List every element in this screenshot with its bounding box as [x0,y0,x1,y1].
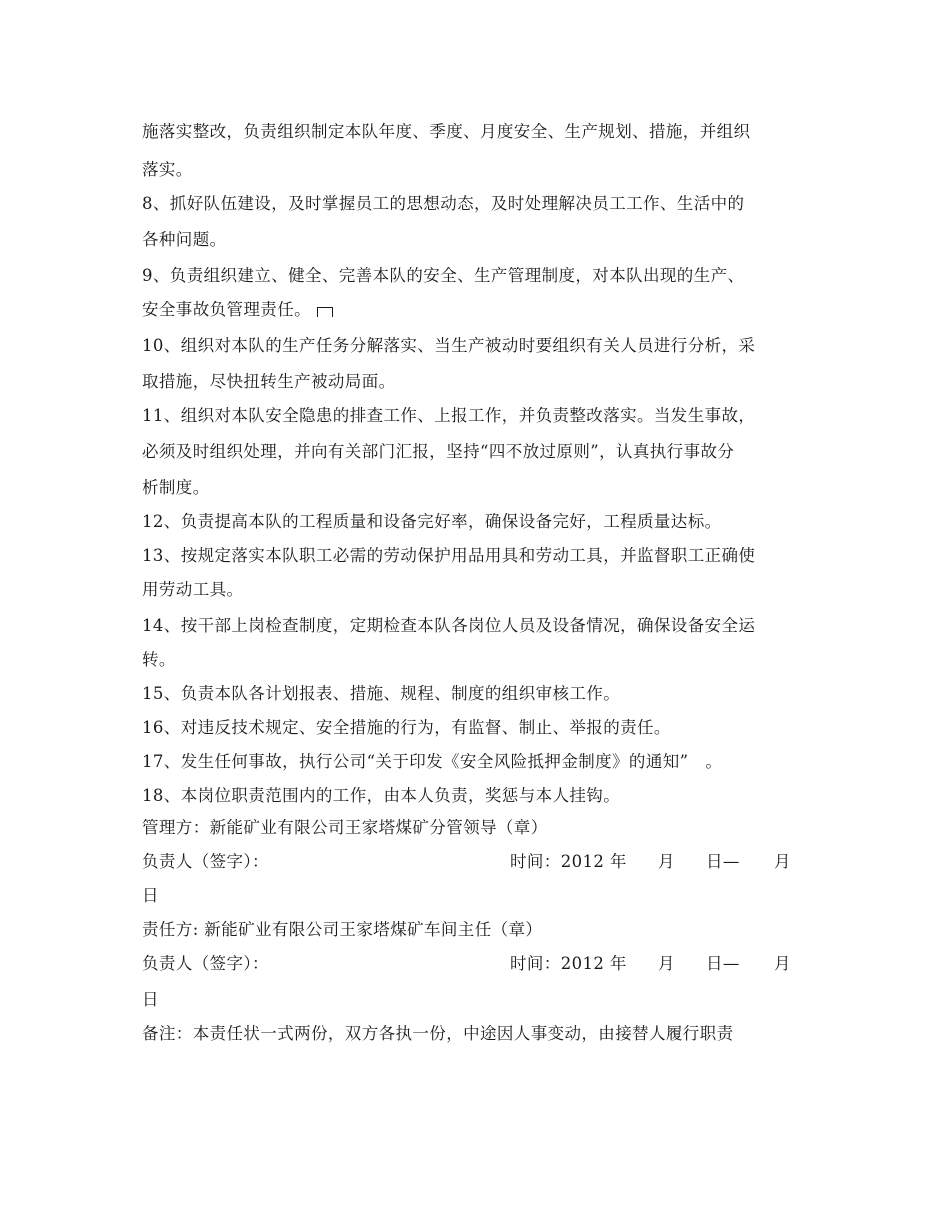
item-9-cont-text: 安全事故负管理责任。 [142,300,311,319]
text-line-1: 施落实整改，负责组织制定本队年度、季度、月度安全、生产规划、措施，并组织 [142,122,751,141]
item-8-cont: 各种问题。 [142,230,227,249]
note: 备注：本责任状一式两份，双方各执一份，中途因人事变动，由接替人履行职责 [142,1024,734,1043]
item-14: 14、按干部上岗检查制度，定期检查本队各岗位人员及设备情况，确保设备安全运 [142,616,756,635]
item-16: 16、对违反技术规定、安全措施的行为，有监督、制止、举报的责任。 [142,718,671,737]
item-12: 12、负责提高本队的工程质量和设备完好率，确保设备完好，工程质量达标。 [142,512,722,531]
signer-label-1: 负责人（签字）： [142,852,269,871]
item-9-cont [142,296,822,320]
item-11-cont-2: 析制度。 [142,478,210,497]
sign-day-wrap-1: 日 [142,886,159,905]
item-9: 9、负责组织建立、健全、完善本队的安全、生产管理制度，对本队出现的生产、 [142,266,745,285]
sign-day-dash-2: 日— [706,954,740,973]
text-line-2: 落实。 [142,160,193,179]
item-18: 18、本岗位职责范围内的工作，由本人负责，奖惩与本人挂钩。 [142,786,621,805]
sign-month2-1: 月 [774,852,791,871]
item-10: 10、组织对本队的生产任务分解落实、当生产被动时要组织有关人员进行分析，采 [142,336,756,355]
item-14-cont: 转。 [142,650,176,669]
item-17: 17、发生任何事故，执行公司“关于印发《安全风险抵押金制度》的通知” 。 [142,752,723,771]
sign-month-2: 月 [658,954,675,973]
item-15: 15、负责本队各计划报表、措施、规程、制度的组织审核工作。 [142,684,621,703]
signer-label-2: 负责人（签字）： [142,954,269,973]
item-8: 8、抓好队伍建设，及时掌握员工的思想动态，及时处理解决员工工作、生活中的 [142,194,745,213]
sign-time-2: 时间：2012 年 [510,954,627,973]
item-13-cont: 用劳动工具。 [142,580,244,599]
sign-day-dash-1: 日— [706,852,740,871]
bracket-mark-icon [317,307,333,317]
management-party: 管理方：新能矿业有限公司王家塔煤矿分管领导（章） [142,818,548,837]
sign-month2-2: 月 [774,954,791,973]
item-11: 11、组织对本队安全隐患的排查工作、上报工作，并负责整改落实。当发生事故， [142,406,756,425]
item-10-cont: 取措施，尽快扭转生产被动局面。 [142,372,396,391]
sign-month-1: 月 [658,852,675,871]
sign-time-1: 时间：2012 年 [510,852,627,871]
sign-day-wrap-2: 日 [142,990,159,1009]
responsible-party: 责任方: 新能矿业有限公司王家塔煤矿车间主任（章） [142,920,543,939]
item-11-cont-1: 必须及时组织处理，并向有关部门汇报，坚持“四不放过原则”，认真执行事故分 [142,442,735,461]
item-13: 13、按规定落实本队职工必需的劳动保护用品用具和劳动工具，并监督职工正确使 [142,546,756,565]
